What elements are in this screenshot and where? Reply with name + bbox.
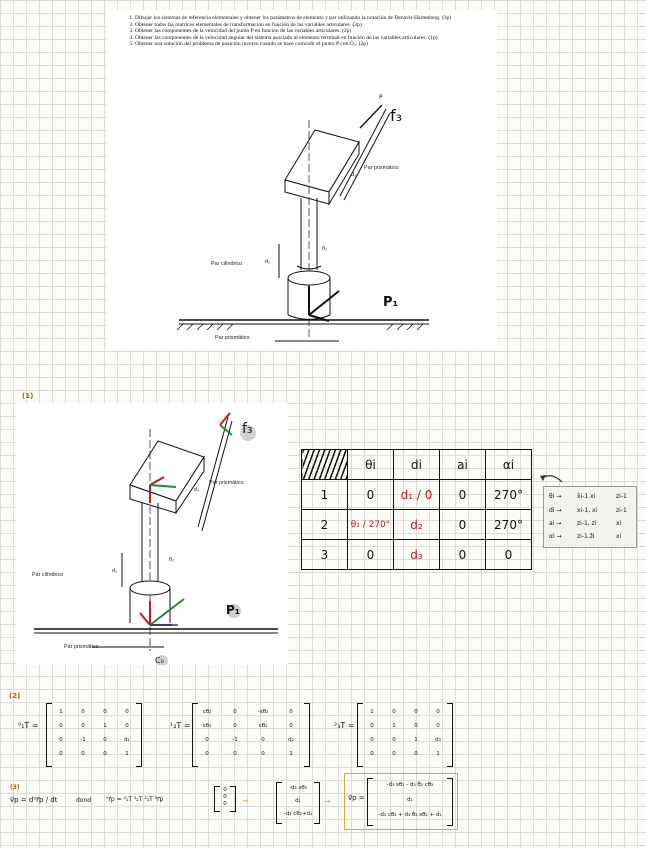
- hand-p1-label: P₁: [226, 603, 241, 617]
- par-cilindrico-label: Par cilíndrico: [32, 572, 64, 578]
- problem-item: 3. Obtener las componentes de la velocidad del punto P en función de las variables articulares. (2p): [135, 28, 469, 35]
- problem-item: 1. Dibujar los sistemas de referencia elementales y obtener los parámetros de elemento y par utilizando la notación de Denavit-Hartenberg. (3p): [135, 15, 469, 22]
- matrix-01-name: ⁰₁T =: [18, 721, 39, 730]
- table-header-cell: θi: [348, 450, 394, 480]
- matrix-12: cθ₂ 0 -sθ₂ 0 sθ₂ 0 cθ₂ 0 0 -1 0 d₂ 0 0 0 1: [192, 703, 310, 765]
- theta2-label: θ₂: [322, 246, 328, 252]
- table-header-cell: αi: [486, 450, 532, 480]
- annotated-robot-figure: [16, 403, 288, 665]
- annotated-figure: [16, 403, 288, 665]
- vector-rp0: -d₃ sθ₂ d₁ -d₃ cθ₂+d₁: [276, 782, 320, 822]
- table-cell: d₂: [394, 510, 440, 540]
- table-row: [302, 510, 532, 540]
- table-cell: 0: [348, 540, 394, 570]
- matrix-23-name: ²₃T =: [334, 721, 355, 730]
- velocity-result-vector: -ḋ₃ sθ₂ - d₃ θ̇₂ cθ₂ ḋ₁ -ḋ₃ cθ₂ + d₃ θ̇₂ sθ₂ + ḋ₁: [367, 778, 453, 824]
- par-prismatico-top-label: Par prismático: [364, 165, 399, 171]
- velocity-result-box: [344, 773, 458, 830]
- table-cell: 0: [440, 540, 486, 570]
- table-cell: 2: [302, 510, 348, 540]
- hand-c0-label: C₀: [155, 656, 164, 665]
- d3-label: d₃: [194, 487, 200, 493]
- table-header-cell: ai: [440, 450, 486, 480]
- dh-legend: θi → x̂i-1 xi zi-1 di → xi-1, xi zi-1 ai → zi-1, zi xi αi → zi-1 ẑi xi: [543, 486, 637, 548]
- dh-table: [301, 449, 532, 570]
- theta2-label: θ₂: [169, 557, 175, 563]
- d2-label: d₂: [265, 259, 271, 265]
- word-donde: dond: [76, 797, 92, 804]
- matrix-23: 1 0 0 0 0 1 0 0 0 0 1 d₃ 0 0 0 1: [357, 703, 453, 765]
- velocity-result-name: v⃗p =: [348, 794, 365, 802]
- table-cell: 0: [440, 510, 486, 540]
- table-cell: 1: [302, 480, 348, 510]
- table-cell: 3: [302, 540, 348, 570]
- hand-f3-label: f₃: [390, 106, 403, 125]
- derive-arrow-icon: →: [324, 797, 331, 806]
- d3-label: d₃: [351, 172, 357, 178]
- par-prismatico-top-label: Par prismático: [209, 480, 244, 486]
- table-cell: 0: [348, 480, 394, 510]
- curved-arrow-icon: [538, 470, 568, 486]
- table-cell: 0: [440, 480, 486, 510]
- table-cell: 0: [486, 540, 532, 570]
- table-row: [302, 540, 532, 570]
- part3-label: (3): [10, 784, 20, 791]
- table-cell: 270°: [486, 480, 532, 510]
- table-cell: 270°: [486, 510, 532, 540]
- par-cilindrico-label: Par cilíndrico: [211, 261, 243, 267]
- problem-sheet: [107, 10, 497, 350]
- table-row: [302, 450, 532, 480]
- part1-label: (1): [22, 392, 34, 400]
- vector-rp3: 0 0 0: [214, 786, 236, 810]
- table-row: [302, 480, 532, 510]
- par-prismatico-bottom-label: Par prismático: [215, 335, 250, 341]
- position-chain: ⁰r⃗p = ⁰₁T ¹₂T ²₃T ³r⃗p: [106, 796, 164, 803]
- matrix-12-name: ¹₂T =: [170, 721, 191, 730]
- robot-figure: [107, 10, 497, 350]
- arrow-icon: →: [242, 797, 248, 805]
- table-cell: d₁ / 0: [394, 480, 440, 510]
- point-p-label: P: [379, 94, 383, 101]
- problem-item: 4. Obtener las componentes de la velocidad angular del sistema asociado al elemento terminal en función de las variables articulares. (1p): [135, 35, 469, 42]
- table-cell: θ₂ / 270°: [348, 510, 394, 540]
- problem-item: 2. Obtener todas las matrices elementales de transformación en función de las variables articulares. (2p): [135, 22, 469, 29]
- part2-label: (2): [9, 692, 21, 700]
- hand-f3-label: f₃: [242, 421, 253, 437]
- par-prismatico-bottom-label: Par prismático: [64, 644, 99, 650]
- table-header-cell: di: [394, 450, 440, 480]
- hand-p1-label: P₁: [383, 295, 399, 310]
- velocity-definition: v⃗p = d⁰r⃗p / dt: [10, 796, 58, 804]
- matrix-01: 1 0 0 0 0 0 1 0 0 -1 0 d₁ 0 0 0 1: [46, 703, 142, 765]
- problem-item: 5. Obtener una solución del problema de posición inverso cuando se hace coincidir el punto P con O₀. (2p): [135, 41, 469, 48]
- table-cell: d₃: [394, 540, 440, 570]
- d2-label: d₂: [112, 568, 118, 574]
- table-corner-cell: [302, 450, 348, 480]
